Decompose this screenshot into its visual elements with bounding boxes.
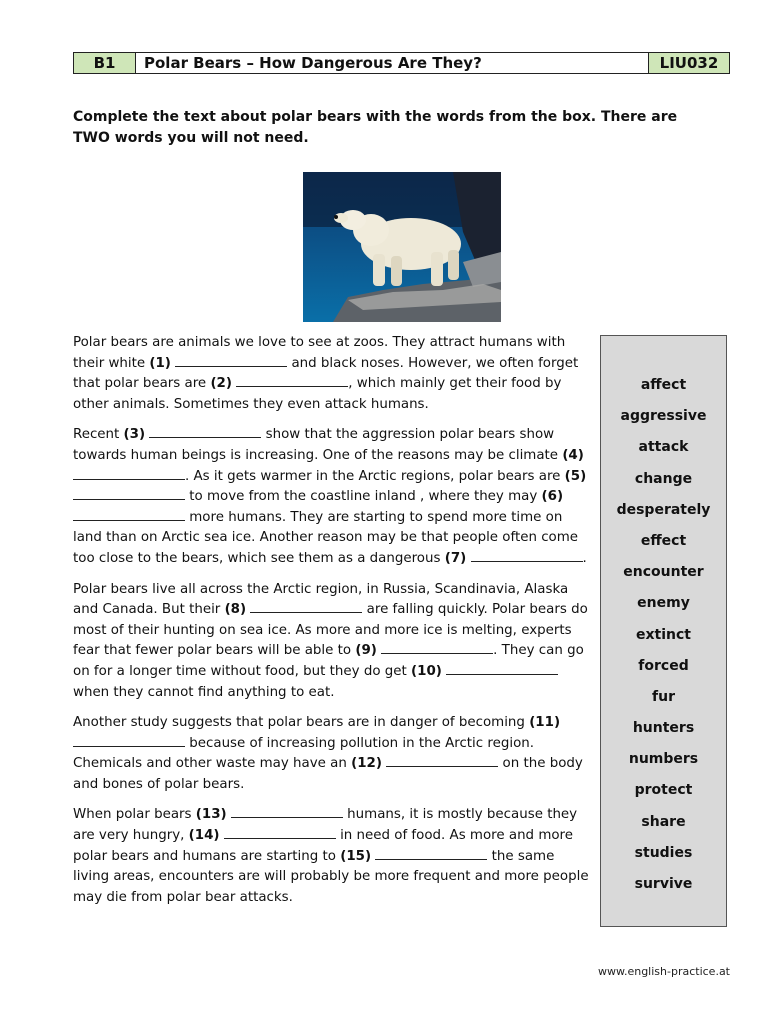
blank-number: (2) <box>210 376 232 392</box>
text-paragraph <box>73 425 593 569</box>
text-segment: Polar bears are animals we love to see at zoos. They attract humans with their white <box>73 335 566 371</box>
polar-bear-photo <box>303 172 501 322</box>
word-box-item: forced <box>638 657 689 674</box>
blank-number: (3) <box>123 427 146 443</box>
blank-number: (10) <box>411 663 442 679</box>
text-segment: . <box>582 550 587 566</box>
text-segment: on the body and bones of polar bears. <box>73 756 583 792</box>
worksheet-header <box>73 52 730 74</box>
word-box <box>600 335 727 927</box>
blank-number: (9) <box>355 643 377 659</box>
word-box-item: studies <box>634 844 693 861</box>
text-segment: to move from the coastline inland , where they may <box>185 489 542 505</box>
answer-blank[interactable] <box>471 549 583 562</box>
word-box-item: desperately <box>616 501 711 518</box>
text-segment: are falling quickly. Polar bears do most of their hunting on sea ice. As more and more ice is melting, experts fear that fewer polar bears will be able to <box>73 602 588 659</box>
blank-number: (8) <box>224 602 247 618</box>
blank-number: (1) <box>149 355 171 371</box>
word-box-item: extinct <box>636 626 691 643</box>
answer-blank[interactable] <box>73 508 185 521</box>
text-paragraph <box>73 805 593 908</box>
answer-blank[interactable] <box>386 754 498 767</box>
word-box-item: protect <box>634 782 693 799</box>
word-box-item: aggressive <box>620 408 707 425</box>
text-paragraph <box>73 713 593 795</box>
text-segment: Recent <box>73 427 124 443</box>
word-box-item: encounter <box>623 564 704 581</box>
blank-number: (5) <box>564 468 587 484</box>
text-segment: When polar bears <box>73 807 196 823</box>
blank-number: (13) <box>195 807 227 823</box>
worksheet-title: Polar Bears – How Dangerous Are They? <box>136 53 649 73</box>
word-box-item: numbers <box>628 751 699 768</box>
word-box-item: fur <box>652 688 675 705</box>
answer-blank[interactable] <box>73 467 185 480</box>
blank-number: (6) <box>541 489 564 505</box>
text-segment: . As it gets warmer in the Arctic regions, polar bears are <box>185 468 565 484</box>
answer-blank[interactable] <box>236 374 348 387</box>
blank-number: (4) <box>562 447 584 463</box>
blank-number: (14) <box>188 828 220 844</box>
text-segment: in need of food. As more and more polar bears and humans are starting to <box>73 828 573 864</box>
text-segment: because of increasing pollution in the Arctic region. Chemicals and other waste may have an <box>73 735 534 772</box>
word-box-item: effect <box>640 532 687 549</box>
answer-blank[interactable] <box>250 600 362 613</box>
blank-number: (12) <box>351 756 382 772</box>
blank-number: (11) <box>529 715 561 731</box>
text-segment: Another study suggests that polar bears are in danger of becoming <box>73 715 530 731</box>
blank-number: (7) <box>444 550 467 566</box>
text-segment: Polar bears live all across the Arctic region, in Russia, Scandinavia, Alaska and Canada. But their <box>73 581 569 618</box>
text-segment: more humans. They are starting to spend more time on land than on Arctic sea ice. Another reason may be that people often come too close to the bears, which see them as a dangerous <box>73 509 579 566</box>
text-segment: the same living areas, encounters are will probably be more frequent and more people may die from polar bear attacks. <box>73 848 589 905</box>
answer-blank[interactable] <box>231 805 343 818</box>
word-box-item: share <box>641 813 686 830</box>
word-box-item: affect <box>640 377 687 393</box>
word-box-item: attack <box>638 439 689 456</box>
text-segment: , which mainly get their food by other animals. Sometimes they even attack humans. <box>73 376 562 412</box>
text-segment: humans, it is mostly because they are very hungry, <box>73 807 578 844</box>
blank-number: (15) <box>340 848 372 864</box>
text-segment: . They can go on for a longer time without food, but they do get <box>73 643 584 679</box>
footer-url: www.english-practice.at <box>597 965 730 978</box>
answer-blank[interactable] <box>175 354 287 367</box>
answer-blank[interactable] <box>224 826 336 839</box>
answer-blank[interactable] <box>375 847 487 860</box>
answer-blank[interactable] <box>73 487 185 500</box>
text-segment: when they cannot find anything to eat. <box>73 684 335 700</box>
text-segment: show that the aggression polar bears show towards human beings is increasing. One of the reasons may be climate <box>73 427 563 463</box>
level-label: B1 <box>74 53 136 73</box>
cloze-text <box>73 333 593 918</box>
text-paragraph <box>73 333 593 415</box>
answer-blank[interactable] <box>73 734 185 747</box>
word-box-item: change <box>634 470 693 487</box>
answer-blank[interactable] <box>381 641 493 654</box>
word-box-item: enemy <box>637 595 690 612</box>
word-box-item: survive <box>634 876 693 892</box>
instructions: Complete the text about polar bears with the words from the box. There are TWO words you will not need. <box>73 109 678 146</box>
text-segment: and black noses. However, we often forget that polar bears are <box>73 355 579 392</box>
answer-blank[interactable] <box>446 662 558 675</box>
answer-blank[interactable] <box>149 425 261 438</box>
worksheet-code: LIU032 <box>649 53 729 73</box>
word-box-item: hunters <box>632 720 695 737</box>
text-paragraph <box>73 580 593 704</box>
